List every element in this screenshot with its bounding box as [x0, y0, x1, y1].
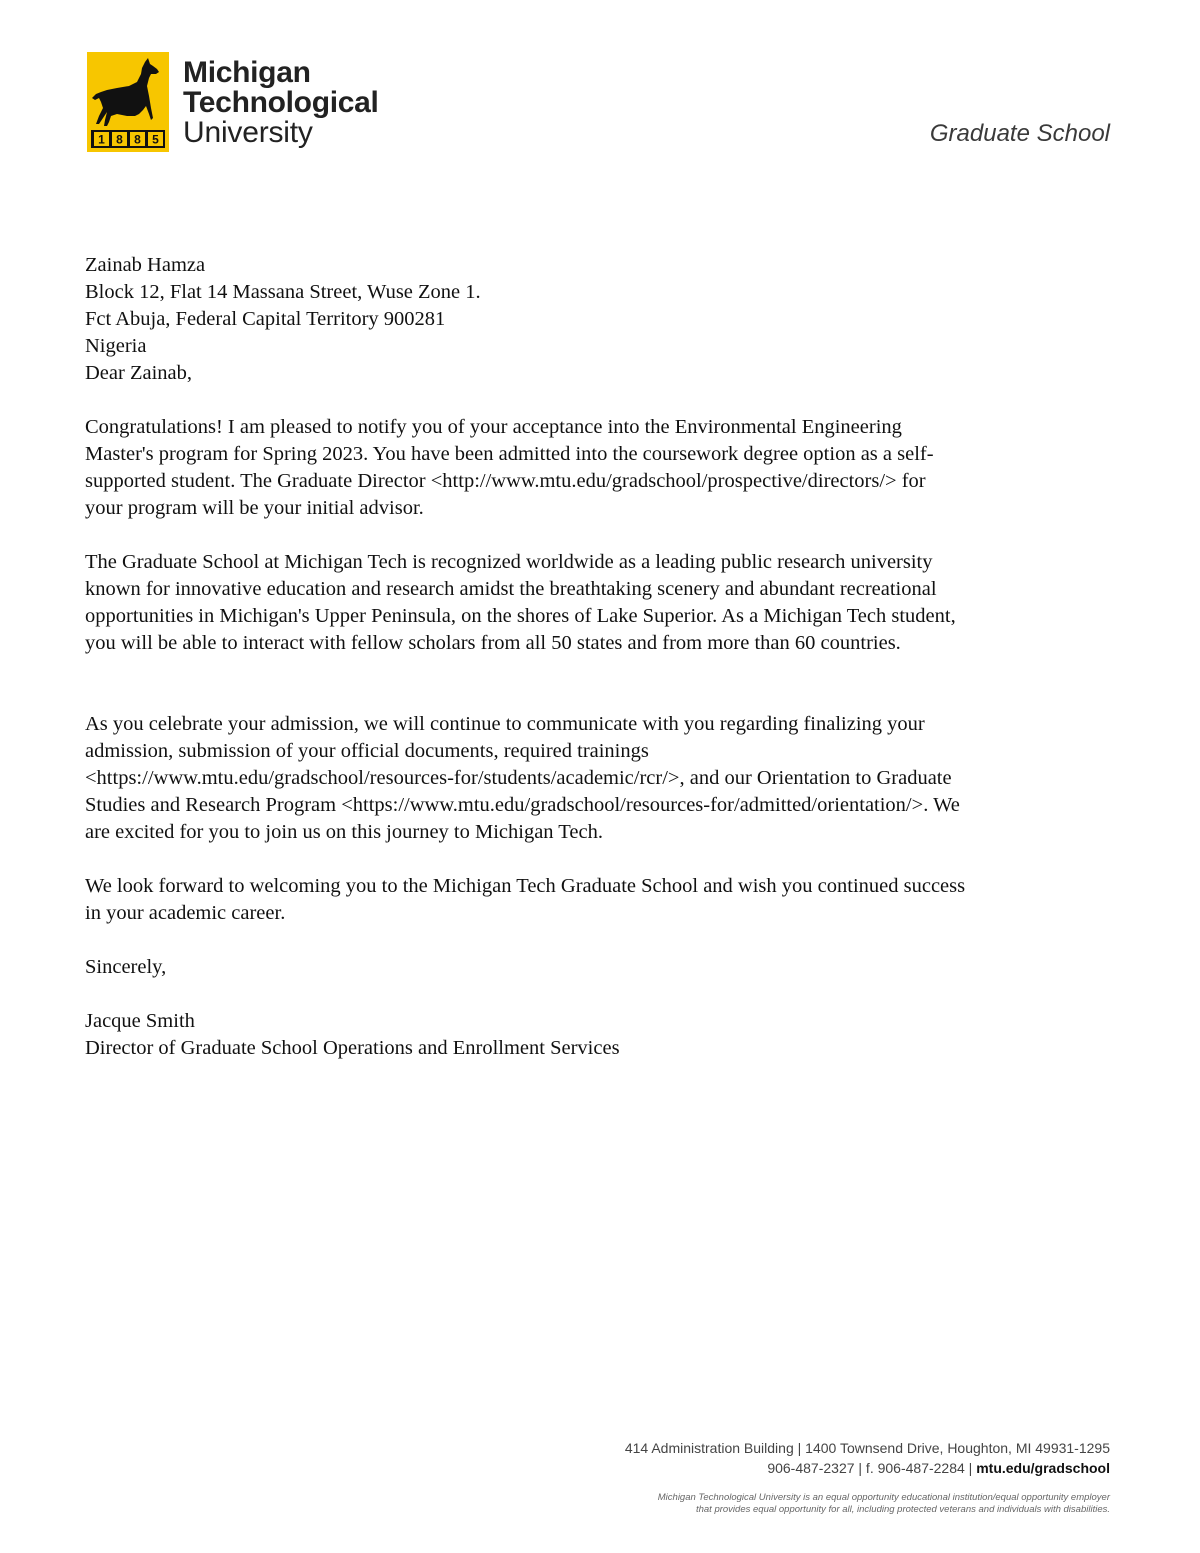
- logo-year-digit: 5: [152, 132, 159, 147]
- paragraph-line: <https://www.mtu.edu/gradschool/resources-for/students/academic/rcr/>, and our Orientation to Graduate: [85, 767, 952, 789]
- spacer: [85, 387, 1115, 414]
- letter-body: [85, 252, 1115, 1062]
- paragraph-line: The Graduate School at Michigan Tech is recognized worldwide as a leading public research university: [85, 551, 933, 573]
- paragraph-acceptance: [85, 414, 1115, 522]
- logo-year-digit: 1: [98, 132, 105, 147]
- paragraph-line: supported student. The Graduate Director <http://www.mtu.edu/gradschool/prospective/directors/> for: [85, 470, 926, 492]
- spacer: [85, 981, 1115, 1008]
- recipient-address-line2: Fct Abuja, Federal Capital Territory 900281: [85, 308, 446, 330]
- paragraph-line: you will be able to interact with fellow scholars from all 50 states and from more than 60 countries.: [85, 632, 901, 654]
- recipient-name: Zainab Hamza: [85, 254, 206, 276]
- footer-eeo-statement: [625, 1492, 1110, 1516]
- spacer: [85, 927, 1115, 954]
- eeo-line: that provides equal opportunity for all, including protected veterans and individuals with disabilities.: [695, 1504, 1110, 1515]
- spacer: [85, 846, 1115, 873]
- paragraph-line: are excited for you to join us on this journey to Michigan Tech.: [85, 821, 603, 843]
- wordmark-line-michigan: Michigan: [183, 56, 311, 89]
- footer-website-link[interactable]: mtu.edu/gradschool: [976, 1460, 1110, 1476]
- paragraph-line: As you celebrate your admission, we will continue to communicate with you regarding finalizing your: [85, 713, 925, 735]
- paragraph-line: We look forward to welcoming you to the Michigan Tech Graduate School and wish you continued success: [85, 875, 966, 897]
- wordmark-line-technological: Technological: [183, 86, 379, 119]
- salutation: Dear Zainab,: [85, 362, 192, 384]
- logo-year-digit: 8: [116, 132, 123, 147]
- logo-year-digit: 8: [134, 132, 141, 147]
- footer-contact: [625, 1458, 1110, 1478]
- university-wordmark: [183, 58, 379, 148]
- signature-title: Director of Graduate School Operations and Enrollment Services: [85, 1037, 620, 1059]
- paragraph-line: Congratulations! I am pleased to notify you of your acceptance into the Environmental Engineering: [85, 416, 902, 438]
- spacer: [85, 522, 1115, 549]
- school-name: Graduate School: [929, 120, 1110, 147]
- recipient-country: Nigeria: [85, 335, 147, 357]
- signature-name: Jacque Smith: [85, 1010, 195, 1032]
- paragraph-welcome: [85, 873, 1115, 927]
- paragraph-line: your program will be your initial advisor.: [85, 497, 424, 519]
- paragraph-line: admission, submission of your official documents, required trainings: [85, 740, 649, 762]
- paragraph-line: in your academic career.: [85, 902, 286, 924]
- paragraph-line: Studies and Research Program <https://www.mtu.edu/gradschool/resources-for/admitted/orientation/>. We: [85, 794, 960, 816]
- footer-address: 414 Administration Building | 1400 Townsend Drive, Houghton, MI 49931-1295: [624, 1440, 1110, 1456]
- spacer: [85, 657, 1115, 711]
- paragraph-line: Master's program for Spring 2023. You have been admitted into the coursework degree option as a self-: [85, 443, 934, 465]
- paragraph-about-school: [85, 549, 1115, 657]
- wordmark-line-university: University: [183, 116, 313, 149]
- eeo-line: Michigan Technological University is an equal opportunity educational institution/equal opportunity employer: [657, 1492, 1110, 1503]
- letterhead-footer: [625, 1438, 1110, 1516]
- footer-phones: 906-487-2327 | f. 906-487-2284 |: [767, 1460, 977, 1476]
- paragraph-line: known for innovative education and research amidst the breathtaking scenery and abundant recreational: [85, 578, 937, 600]
- closing: Sincerely,: [85, 956, 167, 978]
- paragraph-line: opportunities in Michigan's Upper Peninsula, on the shores of Lake Superior. As a Michigan Tech student,: [85, 605, 956, 627]
- recipient-address-line1: Block 12, Flat 14 Massana Street, Wuse Zone 1.: [85, 281, 481, 303]
- university-logo-husky-icon: [87, 52, 169, 152]
- paragraph-next-steps: [85, 711, 1115, 846]
